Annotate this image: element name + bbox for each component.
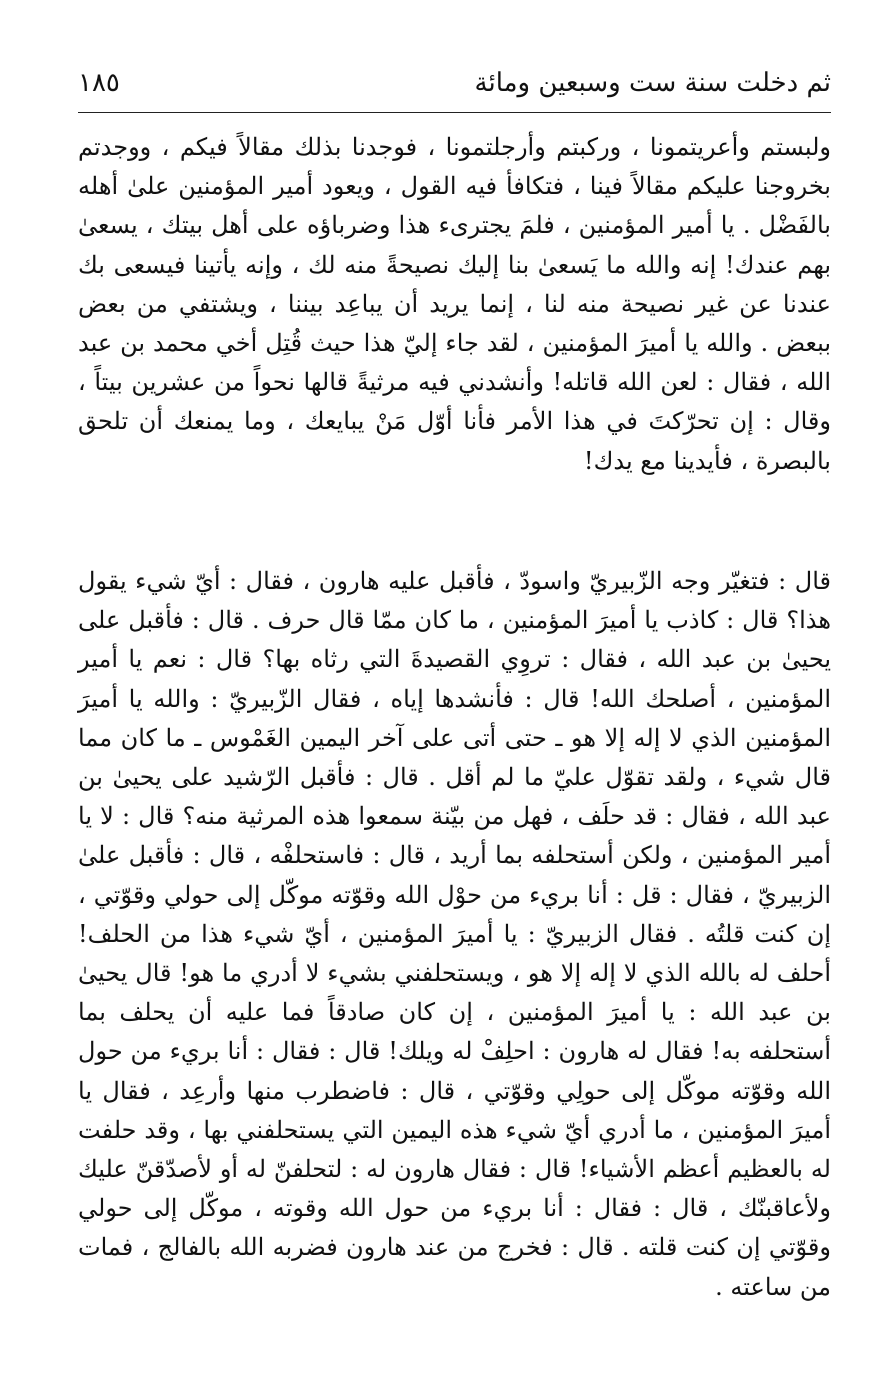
page-number: ١٨٥ (78, 68, 120, 98)
paragraph-1: ولبستم وأعريتمونا ، وركبتم وأرجلتمونا ، فوجدنا بذلك مقالاً فيكم ، ووجدتم بخروجنا عليكم مقالاً فينا ، فتكافأ فيه القول ، ويعود أمير المؤمنين علىٰ أهله بالفَضْل . يا أمير المؤمنين ، فلمَ يجترىء هذا وضرباؤه على أهل بيتك ، يسعىٰ بهم عندك! إنه والله ما يَسعىٰ بنا إليك نصيحةً منه لك ، وإنه يأتينا فيسعى بك عندنا عن غير نصيحة منه لنا ، إنما يريد أن يباعِد بيننا ، ويشتفي من بعض ببعض . والله يا أميرَ المؤمنين ، لقد جاء إليّ هذا حيث قُتِل أخي محمد بن عبد الله ، فقال : لعن الله قاتله! وأنشدني فيه مرثيةً قالها نحواً من عشرين بيتاً ، وقال : إن تحرّكتَ في هذا الأمر فأنا أوّل مَنْ يبايعك ، وما يمنعك أن تلحق بالبصرة ، فأيدينا مع يدك! (78, 133, 831, 475)
running-title: ثم دخلت سنة ست وسبعين ومائة (474, 68, 831, 98)
page-header (78, 62, 831, 113)
paragraph-2: قال : فتغيّر وجه الزّبيريّ واسودّ ، فأقبل عليه هارون ، فقال : أيّ شيء يقول هذا؟ قال : كاذب يا أميرَ المؤمنين ، ما كان ممّا قال حرف . قال : فأقبل على يحيىٰ بن عبد الله ، فقال : تروِي القصيدةَ التي رثاه بها؟ قال : نعم يا أمير المؤمنين ، أصلحك الله! قال : فأنشدها إياه ، فقال الزّبيريّ : والله يا أميرَ المؤمنين الذي لا إله إلا هو ـ حتى أتى على آخر اليمين الغَمْوس ـ ما كان مما قال شيء ، ولقد تقوّل عليّ ما لم أقل . قال : فأقبل الرّشيد على يحيىٰ بن عبد الله ، فقال : قد حلَف ، فهل من بيّنة سمعوا هذه المرثية منه؟ قال : لا يا أمير المؤمنين ، ولكن أستحلفه بما أريد ، قال : فاستحلفْه ، قال : فأقبل علىٰ الزبيريّ ، فقال : قل : أنا بريء من حوْل الله وقوّته موكّل إلى حولي وقوّتي ، إن كنت قلتُه . فقال الزبيريّ : يا أميرَ المؤمنين ، أيّ شيء هذا من الحلف! أحلف له بالله الذي لا إله إلا هو ، ويستحلفني بشيء لا أدري ما هو! قال يحيىٰ بن عبد الله : يا أميرَ المؤمنين ، إن كان صادقاً فما عليه أن يحلف بما أستحلفه به! فقال له هارون : احلِفْ له ويلك! قال : فقال : أنا بريء من حول الله وقوّته موكّل إلى حولِي وقوّتي ، قال : فاضطرب منها وأرعِد ، فقال يا أميرَ المؤمنين ، ما أدري أيّ شيء هذه اليمين التي يستحلفني بها ، وقد حلفت له بالعظيم أعظم الأشياء! قال : فقال هارون له : لتحلفنّ له أو لأصدّقنّ عليك ولأعاقبنّك ، قال : فقال : أنا بريء من حول الله وقوته ، موكّل إلى حولي وقوّتي إن كنت قلته . قال : فخرج من عند هارون فضربه الله بالفالج ، فمات من ساعته . (78, 567, 832, 1301)
